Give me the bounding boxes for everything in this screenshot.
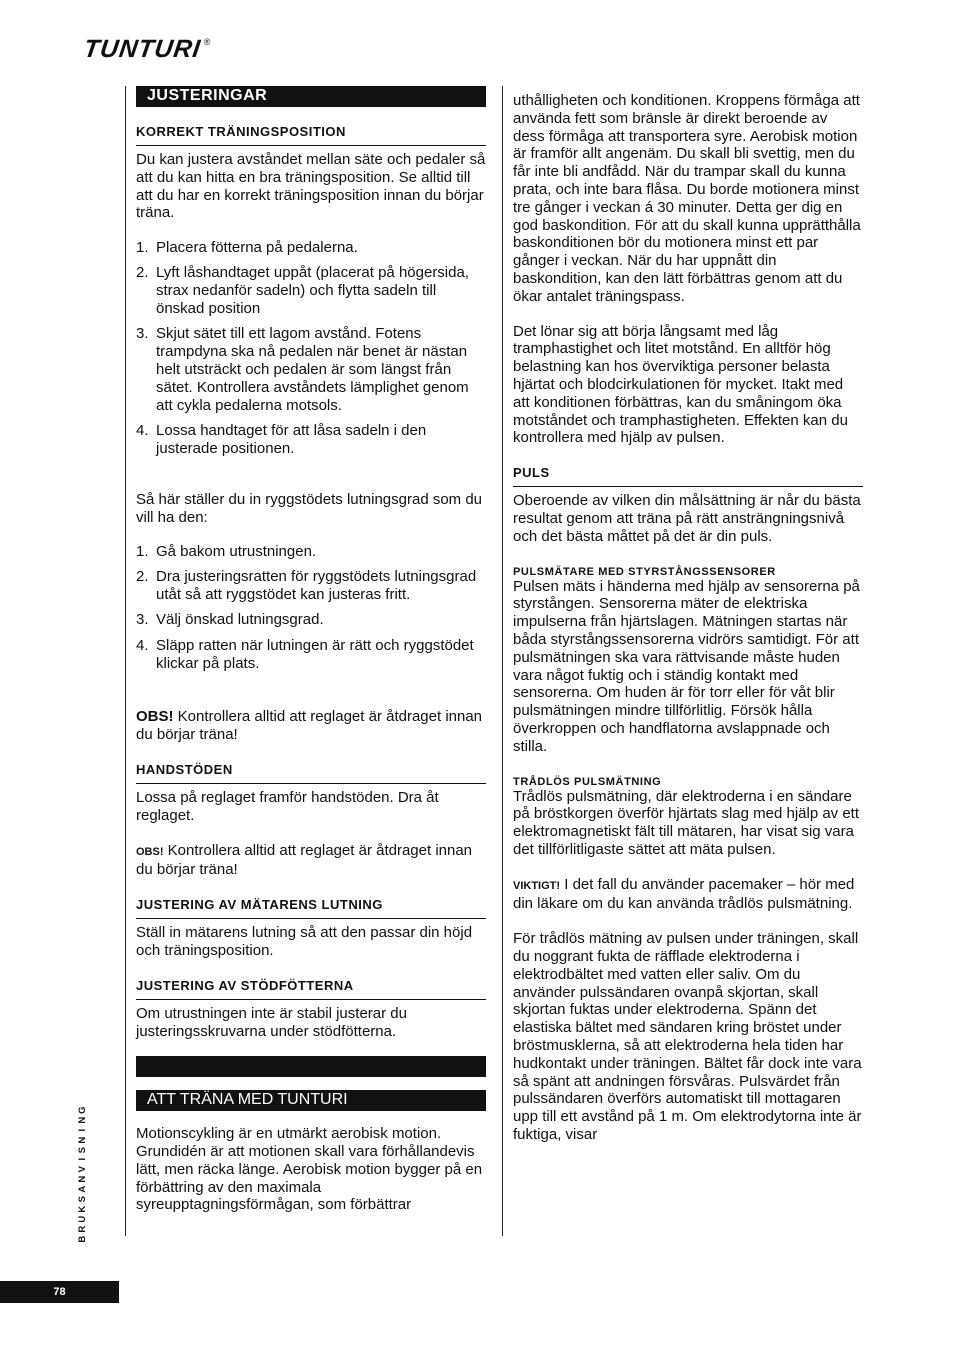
list-item: 2. Lyft låshandtaget uppåt (placerat på högersida, strax nedanför sadeln) och flytta sadeln till önskad position	[136, 264, 469, 318]
paragraph: Lossa på reglaget framför handstöden. Dra åt reglaget.	[136, 788, 439, 824]
left-margin-rule	[125, 86, 126, 1236]
paragraph: Det lönar sig att börja långsamt med låg tramphastighet och litet motstånd. En alltför hög belastning kan hos överviktiga personer belasta hjärtat och blodcirkulationen för mycket. Itakt med att konditionen förbättras, kan du småningom öka motståndet och tramphastigheten. Effekten kan du kontrollera med hjälp av pulsen.	[513, 322, 848, 447]
obs-label: OBS!	[136, 845, 164, 858]
list-item: 4. Lossa handtaget för att låsa sadeln i den justerade positionen.	[136, 421, 427, 457]
side-label-letter: I	[76, 1158, 88, 1161]
obs-label: OBS!	[136, 708, 174, 726]
side-label-letter: N	[76, 1136, 88, 1144]
side-label-bruksanvisning	[76, 1107, 90, 1267]
subheading-traningsposition: KORREKT TRÄNINGSPOSITION	[136, 107, 486, 146]
note-paragraph: VIKTIGT! I det fall du använder pacemaker – hör med din läkare om du kan använda trådlös pulsmätning.	[513, 875, 855, 913]
note-paragraph: OBS! Kontrollera alltid att reglaget är åtdraget innan du börjar träna!	[136, 841, 473, 879]
note-paragraph: OBS! Kontrollera alltid att reglaget är åtdraget innan du börjar träna!	[136, 708, 483, 744]
paragraph: Du kan justera avståndet mellan säte och pedaler så att du kan hitta en bra träningsposition. Se alltid till att du har en korrekt träningsposition innan du börjar träna.	[136, 151, 486, 222]
list-item: 3. Välj önskad lutningsgrad.	[136, 611, 324, 629]
section-bar-empty	[136, 1056, 486, 1077]
page-number: 78	[0, 1281, 119, 1303]
side-label-letter: U	[76, 1215, 88, 1223]
side-label-letter: B	[76, 1235, 88, 1243]
subheading-matarens-lutning: JUSTERING AV MÄTARENS LUTNING	[136, 879, 486, 919]
left-column	[136, 86, 486, 1214]
side-label-letter: A	[76, 1185, 88, 1193]
logo-text: TUNTURI	[82, 35, 203, 63]
paragraph: Trådlös pulsmätning, där elektroderna i en sändare på bröstkorgen överför hjärtats slag med hjälp av ett elektromagnetiskt fält till mätaren, har visat sig vara det tillförlitligaste sättet att mäta pulsen.	[513, 787, 860, 858]
paragraph: Så här ställer du in ryggstödets lutningsgrad som du vill ha den:	[136, 491, 483, 527]
list-item: 3. Skjut sätet till ett lagom avstånd. Fotens trampdyna ska nå pedalen när benet är nästan helt utsträckt och pedalen är som längst från sätet. Kontrollera avståndets lämplighet genom att cykla pedalerna motsols.	[136, 325, 469, 414]
viktigt-label: VIKTIGT!	[513, 879, 561, 892]
subheading-stodfotterna: JUSTERING AV STÖDFÖTTERNA	[136, 960, 486, 1000]
paragraph: Motionscykling är en utmärkt aerobisk motion. Grundidén är att motionen skall vara förhållandevis lätt, men räcka länge. Aerobisk motion bygger på en förbättring av den maximala syreupptagningsförmågan, som förbättrar	[136, 1125, 483, 1214]
side-label-letter: G	[76, 1106, 88, 1114]
side-label-letter: S	[76, 1146, 88, 1153]
side-label-letter: N	[76, 1116, 88, 1124]
numbered-list-backrest	[136, 543, 486, 672]
side-label-letter: I	[76, 1128, 88, 1132]
list-item: 2. Dra justeringsratten för ryggstödets lutningsgrad utåt så att ryggstödet kan justeras fritt.	[136, 568, 477, 604]
right-column	[513, 92, 863, 1144]
subheading-pulsmatare: PULSMÄTARE MED STYRSTÅNGSSENSORER	[513, 565, 776, 578]
registered-mark: ®	[203, 37, 211, 47]
list-item: 1. Placera fötterna på pedalerna.	[136, 239, 358, 257]
side-label-letter: R	[76, 1225, 88, 1233]
paragraph: Oberoende av vilken din målsättning är når du bästa resultat genom att träna på rätt ansträngningsnivå och det bästa måttet på det är din puls.	[513, 492, 861, 545]
side-label-letter: S	[76, 1195, 88, 1203]
section-title-justeringar: JUSTERINGAR	[136, 86, 486, 107]
paragraph: Ställ in mätarens lutning så att den passar din höjd och träningsposition.	[136, 924, 473, 959]
side-label-letter: K	[76, 1205, 88, 1213]
subheading-puls: PULS	[513, 447, 863, 487]
section-title-att-trana: ATT TRÄNA MED TUNTURI	[136, 1090, 486, 1111]
paragraph: För trådlös mätning av pulsen under träningen, skall du noggrant fukta de räfflade elektroderna i elektrodbältet med vatten eller saliv. Om du använder pulssändaren ovanpå skjortan, skall skjortan fuktas under elektroderna. Spänn det elastiska bältet med sändaren kring bröstet under bröstmusklerna, så att elektroderna hela tiden har hudkontakt under träningen. Bältet får dock inte vara så spänt att andningen försvåras. Pulsvärdet från pulssändaren överförs automatiskt till mottagaren upp till ett avstånd på 1 m. Om elektrodytorna inte är fuktiga, visar	[513, 930, 862, 1144]
subheading-handstoden: HANDSTÖDEN	[136, 744, 486, 784]
column-divider-rule	[502, 86, 503, 1236]
paragraph: Pulsen mäts i händerna med hjälp av sensorerna på styrstången. Sensorerna mäter de elektriska impulserna från hjärtslagen. Mätningen startas när båda styrstångssensorerna vidrörs samtidigt. För att pulsmätningen ska vara rättvisande måste huden vara något fuktig och i ständig kontakt med sensorerna. Om huden är för torr eller för våt blir pulsmätningen mindre tillförlitlig. Försök hålla överkroppen och handflatorna avslappnade och stilla.	[513, 577, 860, 755]
tunturi-logo	[84, 36, 210, 62]
numbered-list-seat	[136, 239, 486, 457]
list-item: 4. Släpp ratten när lutningen är rätt och ryggstödet klickar på plats.	[136, 636, 474, 672]
list-item: 1. Gå bakom utrustningen.	[136, 543, 317, 561]
side-label-letter: N	[76, 1175, 88, 1183]
subheading-tradlos: TRÅDLÖS PULSMÄTNING	[513, 775, 662, 788]
paragraph: uthålligheten och konditionen. Kroppens förmåga att använda fett som bränsle är direkt beroende av dess förmåga att transportera syre. Aerobisk motion är framför allt angenäm. Du skall bli svettig, men du får inte bli andfådd. När du trampar skall du kunna prata, och inte bara flåsa. Du borde motionera minst tre gånger i veckan á 30 minuter. Detta ger dig en god baskondition. För att du skall kunna upprätthålla baskonditionen bör du motionera minst ett par gånger i veckan. När du har uppnått din baskondition, kan den lätt förbättras genom att du ökar antalet träningspass.	[513, 92, 861, 305]
paragraph: Om utrustningen inte är stabil justerar du justeringsskruvarna under stödfötterna.	[136, 1004, 407, 1040]
side-label-letter: V	[76, 1166, 88, 1173]
